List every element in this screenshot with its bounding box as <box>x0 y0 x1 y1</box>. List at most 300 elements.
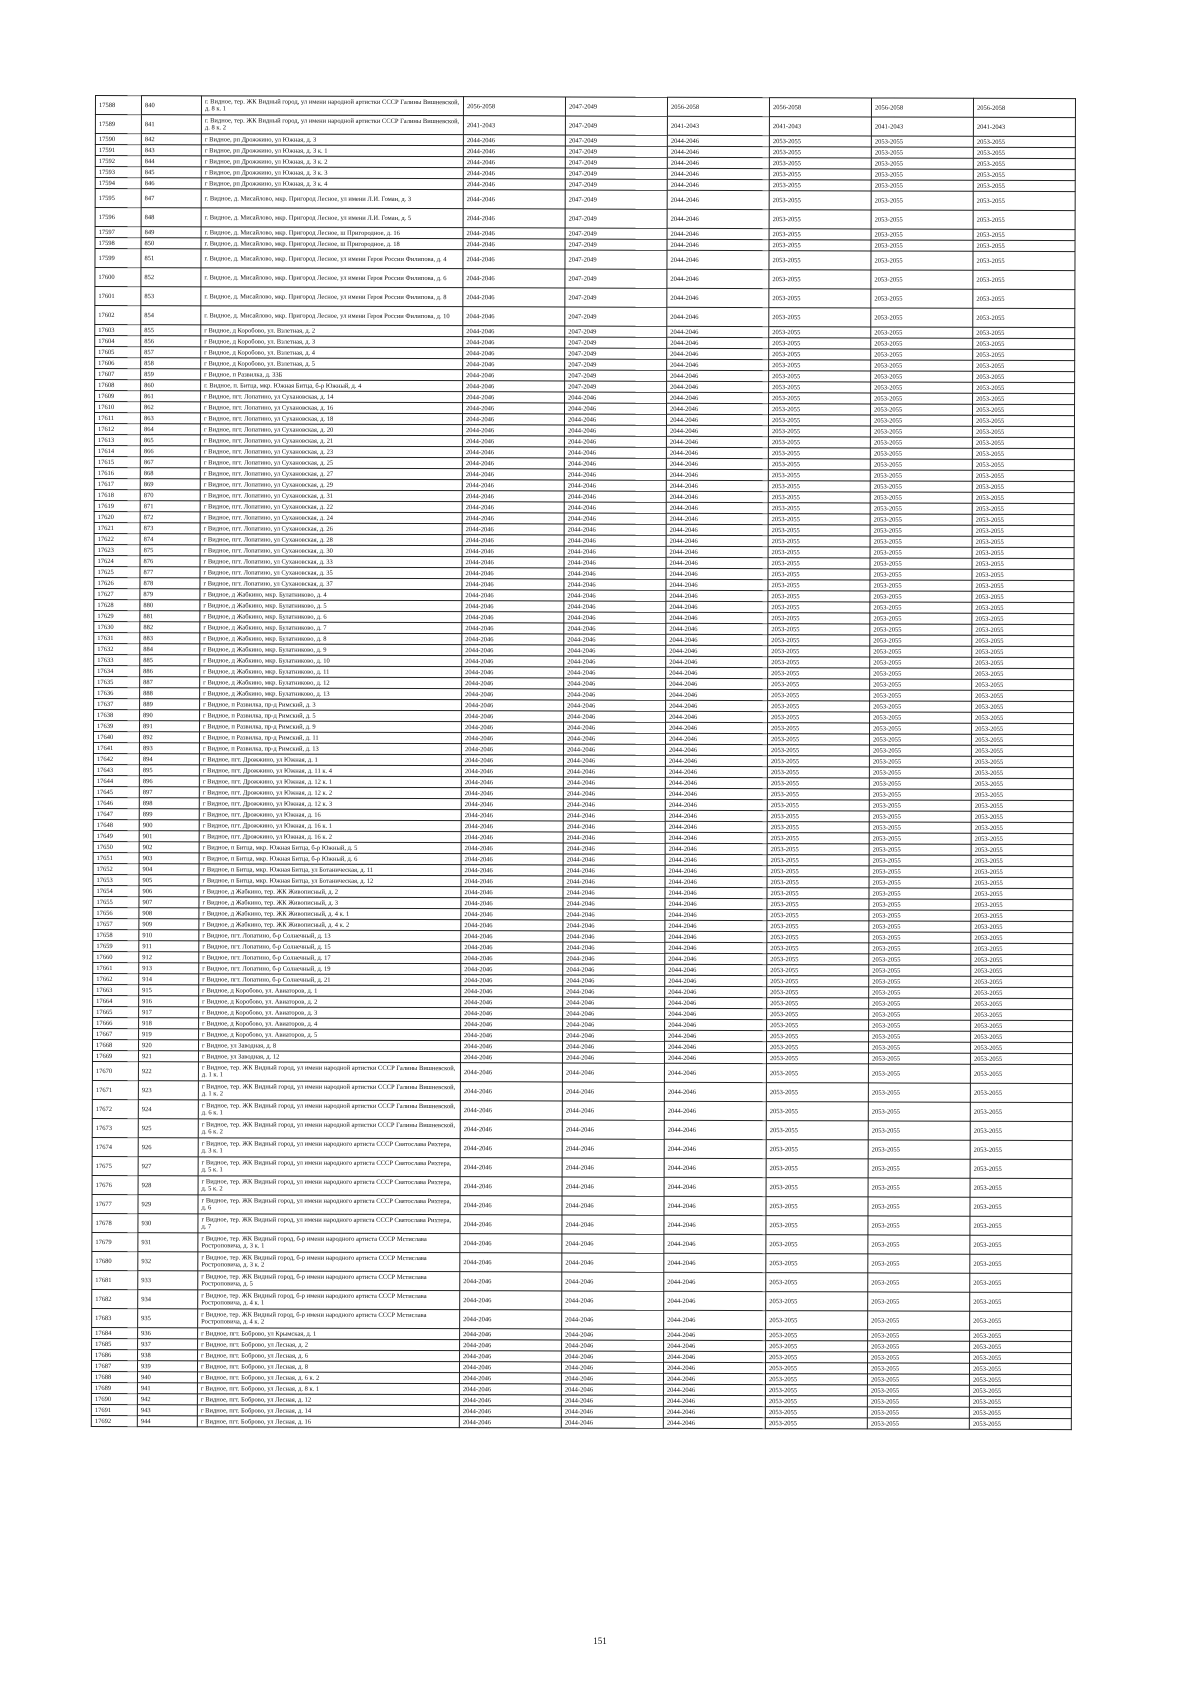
period-cell: 2053-2055 <box>767 800 869 811</box>
period-cell: 2053-2055 <box>768 558 870 569</box>
period-cell: 2053-2055 <box>972 536 1074 547</box>
period-cell: 2053-2055 <box>972 459 1074 470</box>
period-cell: 2053-2055 <box>868 1216 970 1235</box>
address-cell: г Видное, п Битца, мкр. Южная Битца, б-р Южный, д. 6 <box>199 853 461 865</box>
period-cell: 2044-2046 <box>562 1082 664 1101</box>
period-cell: 2044-2046 <box>563 986 665 997</box>
row-number-cell: 909 <box>139 919 199 930</box>
period-cell: 2044-2046 <box>462 579 564 590</box>
period-cell: 2053-2055 <box>767 921 869 932</box>
address-cell: г Видное, п Битца, мкр. Южная Битца, б-р Южный, д. 5 <box>199 842 461 854</box>
period-cell: 2044-2046 <box>460 1215 562 1234</box>
period-cell: 2053-2055 <box>768 525 870 536</box>
period-cell: 2044-2046 <box>564 700 666 711</box>
period-cell: 2044-2046 <box>460 1082 562 1101</box>
row-number-cell: 893 <box>139 743 199 754</box>
period-cell: 2053-2055 <box>973 308 1075 327</box>
period-cell: 2044-2046 <box>463 307 565 326</box>
period-cell: 2044-2046 <box>667 179 769 190</box>
period-cell: 2053-2055 <box>869 833 971 844</box>
row-number-cell: 876 <box>140 556 200 567</box>
period-cell: 2053-2055 <box>969 1418 1071 1429</box>
period-cell: 2044-2046 <box>562 1340 664 1351</box>
row-id-cell: 17619 <box>94 500 140 511</box>
period-cell: 2053-2055 <box>972 580 1074 591</box>
period-cell: 2044-2046 <box>563 920 665 931</box>
row-id-cell: 17681 <box>92 1270 138 1289</box>
period-cell: 2041-2043 <box>463 116 565 135</box>
address-cell: г Видное, ул Заводная, д. 12 <box>198 1051 460 1063</box>
period-cell: 2053-2055 <box>870 657 972 668</box>
period-cell: 2053-2055 <box>769 210 871 229</box>
period-cell: 2053-2055 <box>769 229 871 240</box>
period-cell: 2053-2055 <box>768 569 870 580</box>
row-id-cell: 17632 <box>94 643 140 654</box>
row-number-cell: 902 <box>139 842 199 853</box>
period-cell: 2044-2046 <box>667 381 769 392</box>
row-id-cell: 17667 <box>93 1028 139 1039</box>
row-id-cell: 17592 <box>95 156 141 167</box>
period-cell: 2053-2055 <box>767 844 869 855</box>
period-cell: 2053-2055 <box>970 1140 1072 1159</box>
period-cell: 2044-2046 <box>462 502 564 513</box>
period-cell: 2053-2055 <box>869 844 971 855</box>
period-cell: 2044-2046 <box>665 1008 767 1019</box>
row-number-cell: 930 <box>138 1214 198 1233</box>
period-cell: 2044-2046 <box>462 634 564 645</box>
period-cell: 2053-2055 <box>767 954 869 965</box>
period-cell: 2053-2055 <box>971 877 1073 888</box>
period-cell: 2044-2046 <box>461 964 563 975</box>
period-cell: 2053-2055 <box>868 1254 970 1273</box>
period-cell: 2044-2046 <box>565 392 667 403</box>
table-row <box>91 1415 1071 1429</box>
period-cell: 2044-2046 <box>666 535 768 546</box>
period-cell: 2044-2046 <box>666 568 768 579</box>
period-cell: 2044-2046 <box>463 146 565 157</box>
period-cell: 2044-2046 <box>665 843 767 854</box>
period-cell: 2053-2055 <box>971 943 1073 954</box>
period-cell: 2044-2046 <box>664 1196 766 1215</box>
period-cell: 2053-2055 <box>869 954 971 965</box>
period-cell: 2044-2046 <box>664 1063 766 1082</box>
row-number-cell: 907 <box>139 897 199 908</box>
period-cell: 2053-2055 <box>869 866 971 877</box>
row-number-cell: 911 <box>139 941 199 952</box>
period-cell: 2044-2046 <box>664 1101 766 1120</box>
period-cell: 2044-2046 <box>463 288 565 307</box>
period-cell: 2044-2046 <box>462 535 564 546</box>
period-cell: 2044-2046 <box>666 711 768 722</box>
period-cell: 2053-2055 <box>768 470 870 481</box>
row-id-cell: 17595 <box>95 189 141 208</box>
row-number-cell: 868 <box>140 468 200 479</box>
period-cell: 2044-2046 <box>666 667 768 678</box>
address-cell: г Видное, пгт. Лопатино, ул Сухановская, д. 28 <box>200 534 462 546</box>
period-cell: 2053-2055 <box>769 349 871 360</box>
address-cell: г Видное, п Развилка, пр-д Римский, д. 5 <box>200 710 462 722</box>
address-cell: г. Видное, д. Мисайлово, мкр. Пригород Лесное, ул имени Л.И. Гоман, д. 5 <box>201 208 463 228</box>
period-cell: 2044-2046 <box>462 480 564 491</box>
schedule-table <box>91 95 1076 1430</box>
period-cell: 2053-2055 <box>869 767 971 778</box>
address-cell: г Видное, п Битца, мкр. Южная Битца, ул Ботаническая, д. 11 <box>199 864 461 876</box>
period-cell: 2053-2055 <box>870 701 972 712</box>
period-cell: 2044-2046 <box>461 766 563 777</box>
period-cell: 2044-2046 <box>562 1272 664 1291</box>
row-number-cell: 869 <box>140 479 200 490</box>
period-cell: 2044-2046 <box>665 1030 767 1041</box>
period-cell: 2053-2055 <box>769 371 871 382</box>
period-cell: 2044-2046 <box>459 1417 561 1428</box>
period-cell: 2053-2055 <box>868 1292 970 1311</box>
period-cell: 2044-2046 <box>462 568 564 579</box>
period-cell: 2053-2055 <box>869 943 971 954</box>
period-cell: 2053-2055 <box>869 855 971 866</box>
period-cell: 2053-2055 <box>870 514 972 525</box>
period-cell: 2047-2049 <box>565 97 667 116</box>
period-cell: 2053-2055 <box>971 723 1073 734</box>
period-cell: 2044-2046 <box>563 777 665 788</box>
period-cell: 2053-2055 <box>870 613 972 624</box>
period-cell: 2044-2046 <box>666 700 768 711</box>
period-cell: 2044-2046 <box>463 179 565 190</box>
period-cell: 2044-2046 <box>564 612 666 623</box>
period-cell: 2044-2046 <box>463 326 565 337</box>
period-cell: 2044-2046 <box>564 634 666 645</box>
period-cell: 2053-2055 <box>867 1418 969 1429</box>
period-cell: 2053-2055 <box>767 888 869 899</box>
period-cell: 2053-2055 <box>972 668 1074 679</box>
period-cell: 2044-2046 <box>667 190 769 209</box>
period-cell: 2044-2046 <box>665 986 767 997</box>
row-id-cell: 17692 <box>91 1415 137 1426</box>
row-id-cell: 17687 <box>91 1360 137 1371</box>
period-cell: 2044-2046 <box>563 931 665 942</box>
period-cell: 2044-2046 <box>563 799 665 810</box>
address-cell: г Видное, тер. ЖК Видный город, ул имени народной артистки СССР Галины Вишневской, д. 6 к. 2 <box>198 1119 460 1139</box>
period-cell: 2053-2055 <box>868 1140 970 1159</box>
address-cell: г Видное, пгт. Лопатино, ул Сухановская, д. 27 <box>200 468 462 480</box>
row-id-cell: 17668 <box>92 1039 138 1050</box>
address-cell: г Видное, пгт. Лопатино, ул Сухановская, д. 37 <box>200 578 462 590</box>
row-id-cell: 17593 <box>95 167 141 178</box>
period-cell: 2053-2055 <box>973 270 1075 289</box>
period-cell: 2053-2055 <box>971 811 1073 822</box>
period-cell: 2053-2055 <box>768 547 870 558</box>
period-cell: 2044-2046 <box>463 359 565 370</box>
row-id-cell: 17598 <box>95 238 141 249</box>
row-number-cell: 842 <box>141 134 201 145</box>
address-cell: г Видное, тер. ЖК Видный город, б-р имени народного артиста СССР Мстислава Ростроповича, д. 5 <box>198 1271 460 1291</box>
row-id-cell: 17663 <box>93 984 139 995</box>
period-cell: 2044-2046 <box>565 403 667 414</box>
period-cell: 2053-2055 <box>868 1064 970 1083</box>
row-id-cell: 17588 <box>95 96 141 115</box>
period-cell: 2053-2055 <box>971 987 1073 998</box>
address-cell: г Видное, пгт. Лопатино, ул Сухановская, д. 33 <box>200 556 462 568</box>
period-cell: 2044-2046 <box>463 190 565 209</box>
period-cell: 2044-2046 <box>665 975 767 986</box>
address-cell: г Видное, пгт. Дрожжино, ул Южная, д. 11 к. 4 <box>199 765 461 777</box>
period-cell: 2044-2046 <box>462 436 564 447</box>
period-cell: 2056-2058 <box>463 97 565 116</box>
period-cell: 2053-2055 <box>973 327 1075 338</box>
period-cell: 2053-2055 <box>971 921 1073 932</box>
period-cell: 2044-2046 <box>460 1196 562 1215</box>
row-number-cell: 932 <box>138 1252 198 1271</box>
period-cell: 2053-2055 <box>871 147 973 158</box>
period-cell: 2053-2055 <box>972 635 1074 646</box>
period-cell: 2053-2055 <box>869 1020 971 1031</box>
address-cell: г Видное, д Коробово, ул. Взлетная, д. 2 <box>201 325 463 337</box>
period-cell: 2044-2046 <box>460 1063 562 1082</box>
row-number-cell: 846 <box>141 178 201 189</box>
period-cell: 2053-2055 <box>973 240 1075 251</box>
row-id-cell: 17654 <box>93 885 139 896</box>
row-number-cell: 908 <box>139 908 199 919</box>
row-id-cell: 17640 <box>93 731 139 742</box>
address-cell: г Видное, пгт. Лопатино, б-р Солнечный, д. 15 <box>199 941 461 953</box>
period-cell: 2053-2055 <box>973 147 1075 158</box>
row-number-cell: 941 <box>137 1383 197 1394</box>
period-cell: 2056-2058 <box>973 98 1075 117</box>
period-cell: 2053-2055 <box>868 1273 970 1292</box>
period-cell: 2044-2046 <box>564 491 666 502</box>
row-number-cell: 935 <box>138 1309 198 1328</box>
address-cell: г Видное, рп Дрожжино, ул Южная, д. 3 к. 3 <box>201 167 463 179</box>
period-cell: 2047-2049 <box>565 250 667 269</box>
address-cell: г Видное, пгт. Дрожжино, ул Южная, д. 12 к. 3 <box>199 798 461 810</box>
period-cell: 2044-2046 <box>463 403 565 414</box>
period-cell: 2053-2055 <box>767 1020 869 1031</box>
row-id-cell: 17661 <box>93 962 139 973</box>
period-cell: 2047-2049 <box>565 269 667 288</box>
period-cell: 2044-2046 <box>460 1329 562 1340</box>
period-cell: 2044-2046 <box>666 447 768 458</box>
period-cell: 2044-2046 <box>460 1158 562 1177</box>
period-cell: 2053-2055 <box>971 1031 1073 1042</box>
period-cell: 2053-2055 <box>971 976 1073 987</box>
period-cell: 2053-2055 <box>973 210 1075 229</box>
period-cell: 2053-2055 <box>765 1385 867 1396</box>
row-number-cell: 897 <box>139 787 199 798</box>
period-cell: 2044-2046 <box>463 239 565 250</box>
address-cell: г. Видное, тер. ЖК Видный город, ул имени народной артистки СССР Галины Вишневской, д. 8 к. 2 <box>201 115 463 135</box>
period-cell: 2044-2046 <box>667 228 769 239</box>
period-cell: 2044-2046 <box>460 1310 562 1329</box>
period-cell: 2044-2046 <box>462 590 564 601</box>
period-cell: 2053-2055 <box>769 180 871 191</box>
period-cell: 2053-2055 <box>970 1235 1072 1254</box>
period-cell: 2053-2055 <box>970 1292 1072 1311</box>
period-cell: 2053-2055 <box>871 371 973 382</box>
row-id-cell: 17678 <box>92 1213 138 1232</box>
period-cell: 2044-2046 <box>460 1291 562 1310</box>
period-cell: 2044-2046 <box>663 1417 765 1428</box>
period-cell: 2053-2055 <box>869 745 971 756</box>
row-number-cell: 943 <box>137 1405 197 1416</box>
address-cell: г Видное, пгт. Лопатино, ул Сухановская, д. 14 <box>201 391 463 403</box>
period-cell: 2056-2058 <box>871 98 973 117</box>
period-cell: 2053-2055 <box>971 789 1073 800</box>
period-cell: 2044-2046 <box>463 370 565 381</box>
row-id-cell: 17684 <box>92 1327 138 1338</box>
period-cell: 2044-2046 <box>564 678 666 689</box>
period-cell: 2044-2046 <box>462 678 564 689</box>
row-number-cell: 939 <box>137 1361 197 1372</box>
period-cell: 2053-2055 <box>972 624 1074 635</box>
period-cell: 2053-2055 <box>870 503 972 514</box>
period-cell: 2053-2055 <box>767 833 869 844</box>
row-id-cell: 17690 <box>91 1393 137 1404</box>
period-cell: 2044-2046 <box>665 766 767 777</box>
row-id-cell: 17642 <box>93 753 139 764</box>
period-cell: 2053-2055 <box>767 943 869 954</box>
period-cell: 2053-2055 <box>765 1396 867 1407</box>
period-cell: 2053-2055 <box>973 169 1075 180</box>
period-cell: 2044-2046 <box>667 370 769 381</box>
period-cell: 2044-2046 <box>460 1351 562 1362</box>
period-cell: 2053-2055 <box>871 360 973 371</box>
period-cell: 2053-2055 <box>767 811 869 822</box>
row-id-cell: 17679 <box>92 1232 138 1251</box>
address-cell: г Видное, тер. ЖК Видный город, ул имени народного артиста СССР Святослава Рихтера, д. 3 к. 1 <box>198 1138 460 1158</box>
period-cell: 2044-2046 <box>563 821 665 832</box>
address-cell: г Видное, д Жабкино, мкр. Булатниково, д. 10 <box>200 655 462 667</box>
row-id-cell: 17673 <box>92 1118 138 1137</box>
period-cell: 2044-2046 <box>564 601 666 612</box>
period-cell: 2044-2046 <box>563 755 665 766</box>
period-cell: 2053-2055 <box>972 602 1074 613</box>
row-id-cell: 17589 <box>95 115 141 134</box>
period-cell: 2044-2046 <box>665 865 767 876</box>
period-cell: 2044-2046 <box>665 788 767 799</box>
period-cell: 2053-2055 <box>869 888 971 899</box>
period-cell: 2053-2055 <box>870 536 972 547</box>
period-cell: 2053-2055 <box>767 932 869 943</box>
period-cell: 2053-2055 <box>870 404 972 415</box>
period-cell: 2053-2055 <box>870 591 972 602</box>
row-number-cell: 852 <box>141 268 201 287</box>
period-cell: 2047-2049 <box>565 116 667 135</box>
period-cell: 2044-2046 <box>462 425 564 436</box>
period-cell: 2044-2046 <box>665 755 767 766</box>
address-cell: г Видное, пгт. Дрожжино, ул Южная, д. 12 к. 2 <box>199 787 461 799</box>
row-number-cell: 918 <box>139 1018 199 1029</box>
period-cell: 2053-2055 <box>768 514 870 525</box>
period-cell: 2047-2049 <box>565 228 667 239</box>
address-cell: г Видное, д Жабкино, тер. ЖК Живописный, д. 2 <box>199 886 461 898</box>
period-cell: 2053-2055 <box>970 1273 1072 1292</box>
period-cell: 2044-2046 <box>665 854 767 865</box>
row-id-cell: 17646 <box>93 797 139 808</box>
row-number-cell: 917 <box>139 1007 199 1018</box>
period-cell: 2053-2055 <box>766 1330 868 1341</box>
period-cell: 2044-2046 <box>666 678 768 689</box>
period-cell: 2053-2055 <box>973 180 1075 191</box>
period-cell: 2053-2055 <box>766 1341 868 1352</box>
row-number-cell: 840 <box>141 96 201 115</box>
period-cell: 2053-2055 <box>767 734 869 745</box>
period-cell: 2044-2046 <box>666 524 768 535</box>
row-id-cell: 17610 <box>95 402 141 413</box>
period-cell: 2053-2055 <box>870 635 972 646</box>
period-cell: 2044-2046 <box>564 579 666 590</box>
row-number-cell: 856 <box>141 336 201 347</box>
period-cell: 2056-2058 <box>667 97 769 116</box>
period-cell: 2047-2049 <box>565 135 667 146</box>
period-cell: 2044-2046 <box>463 135 565 146</box>
period-cell: 2044-2046 <box>459 1362 561 1373</box>
period-cell: 2044-2046 <box>563 810 665 821</box>
period-cell: 2044-2046 <box>663 1395 765 1406</box>
row-id-cell: 17683 <box>92 1308 138 1327</box>
period-cell: 2044-2046 <box>665 931 767 942</box>
period-cell: 2053-2055 <box>972 437 1074 448</box>
row-number-cell: 894 <box>139 754 199 765</box>
period-cell: 2044-2046 <box>664 1082 766 1101</box>
row-id-cell: 17674 <box>92 1137 138 1156</box>
period-cell: 2044-2046 <box>460 1120 562 1139</box>
row-id-cell: 17622 <box>94 533 140 544</box>
row-id-cell: 17631 <box>94 632 140 643</box>
period-cell: 2053-2055 <box>971 745 1073 756</box>
row-number-cell: 872 <box>140 512 200 523</box>
period-cell: 2053-2055 <box>870 558 972 569</box>
row-id-cell: 17653 <box>93 874 139 885</box>
period-cell: 2053-2055 <box>869 877 971 888</box>
period-cell: 2053-2055 <box>768 602 870 613</box>
period-cell: 2053-2055 <box>870 690 972 701</box>
row-id-cell: 17688 <box>91 1371 137 1382</box>
address-cell: г Видное, рп Дрожжино, ул Южная, д. 3 к. 4 <box>201 178 463 190</box>
row-number-cell: 851 <box>141 249 201 268</box>
row-number-cell: 937 <box>138 1339 198 1350</box>
row-id-cell: 17677 <box>92 1194 138 1213</box>
period-cell: 2044-2046 <box>564 667 666 678</box>
address-cell: г Видное, д Коробово, ул. Авиаторов, д. 4 <box>199 1018 461 1030</box>
period-cell: 2053-2055 <box>970 1352 1072 1363</box>
period-cell: 2044-2046 <box>461 909 563 920</box>
address-cell: г Видное, тер. ЖК Видный город, ул имени народной артистки СССР Галины Вишневской, д. 1 к. 1 <box>198 1062 460 1082</box>
period-cell: 2047-2049 <box>565 359 667 370</box>
period-cell: 2053-2055 <box>870 437 972 448</box>
period-cell: 2053-2055 <box>969 1396 1071 1407</box>
period-cell: 2053-2055 <box>869 976 971 987</box>
period-cell: 2053-2055 <box>869 811 971 822</box>
address-cell: г Видное, д Жабкино, мкр. Булатниково, д. 6 <box>200 611 462 623</box>
period-cell: 2044-2046 <box>564 425 666 436</box>
period-cell: 2044-2046 <box>666 656 768 667</box>
period-cell: 2053-2055 <box>766 1197 868 1216</box>
period-cell: 2044-2046 <box>665 887 767 898</box>
period-cell: 2053-2055 <box>869 899 971 910</box>
period-cell: 2053-2055 <box>868 1311 970 1330</box>
period-cell: 2053-2055 <box>767 998 869 1009</box>
address-cell: г Видное, д Коробово, ул. Авиаторов, д. 5 <box>199 1029 461 1041</box>
row-id-cell: 17643 <box>93 764 139 775</box>
period-cell: 2044-2046 <box>665 953 767 964</box>
period-cell: 2053-2055 <box>869 1009 971 1020</box>
row-id-cell: 17637 <box>94 698 140 709</box>
period-cell: 2044-2046 <box>663 1384 765 1395</box>
table-body <box>91 96 1075 1430</box>
address-cell: г Видное, д Жабкино, мкр. Булатниково, д. 7 <box>200 622 462 634</box>
period-cell: 2044-2046 <box>461 832 563 843</box>
period-cell: 2044-2046 <box>461 843 563 854</box>
period-cell: 2044-2046 <box>563 898 665 909</box>
